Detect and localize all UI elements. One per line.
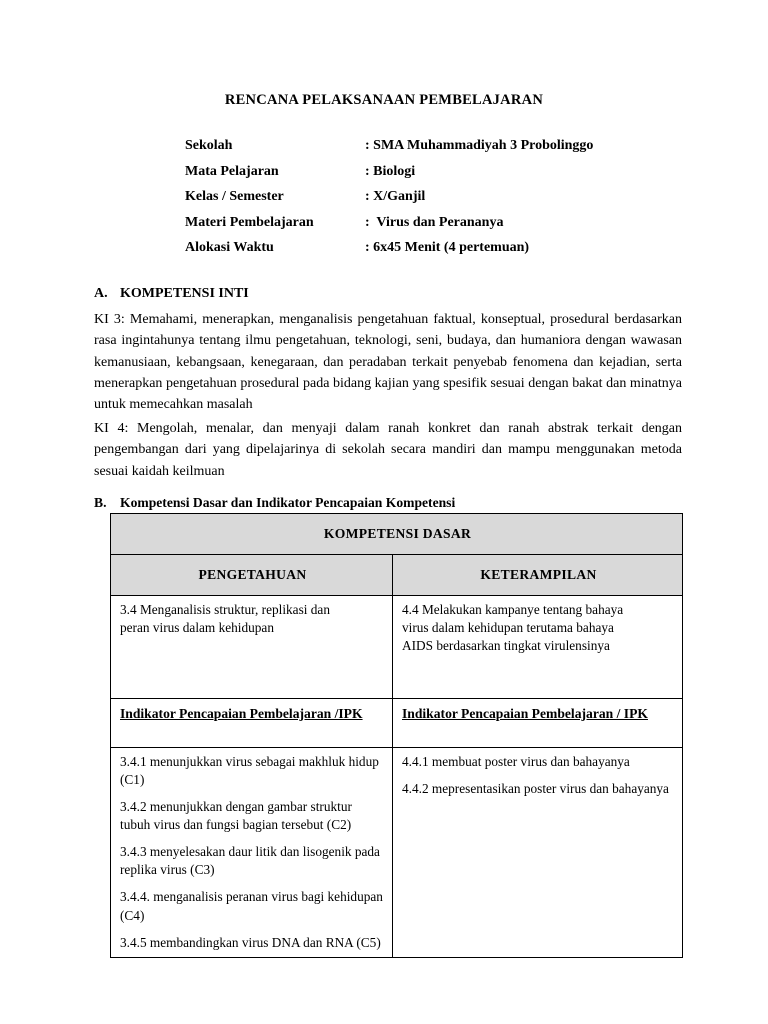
section-a-heading — [94, 286, 249, 302]
identity-label: Alokasi Waktu — [185, 240, 274, 256]
ipk-item: 4.4.1 membuat poster virus dan bahayanya — [402, 754, 630, 769]
identity-row-mata-pelajaran — [185, 164, 665, 180]
identity-row-alokasi-waktu — [185, 240, 665, 256]
identity-label: Mata Pelajaran — [185, 163, 279, 179]
identity-value: : Virus dan Perananya — [365, 214, 504, 230]
section-b-title: Kompetensi Dasar dan Indikator Pencapaian Kompetensi — [120, 495, 456, 510]
ipk-title-left: Indikator Pencapaian Pembelajaran /IPK — [120, 706, 363, 721]
section-b-heading — [94, 495, 455, 511]
identity-label: Materi Pembelajaran — [185, 214, 314, 230]
identity-value: : Biologi — [365, 163, 416, 179]
identity-value: : SMA Muhammadiyah 3 Probolinggo — [365, 138, 594, 153]
table-row-main-header — [111, 514, 683, 555]
identity-row-materi-pembelajaran — [185, 215, 665, 231]
kd-line: virus dalam kehidupan terutama bahaya — [402, 620, 614, 636]
table-header-kompetensi-dasar: KOMPETENSI DASAR — [111, 514, 683, 555]
identity-label: Kelas / Semester — [185, 189, 284, 205]
section-a-title: KOMPETENSI INTI — [120, 286, 249, 301]
ipk-item: 3.4.5 membandingkan virus DNA dan RNA (C5) — [120, 934, 381, 950]
kompetensi-dasar-table — [110, 513, 683, 958]
cell-ipk-list-pengetahuan — [111, 748, 393, 958]
identity-value: : 6x45 Menit (4 pertemuan) — [365, 240, 530, 256]
ipk-item: 3.4.1 menunjukkan virus sebagai makhluk hidup (C1) — [120, 754, 379, 788]
kompetensi-inti-3-paragraph: KI 3: Memahami, menerapkan, menganalisis pengetahuan faktual, konseptual, prosedural berdasarkan rasa ingintahunya tentang ilmu pengetahuan, teknologi, seni, budaya, dan humaniora dengan wawasan kemanusiaan, kebangsaan, kenegaraan, dan peradaban terkait penyebab fenomena dan kejadian, serta menerapkan pengetahuan prosedural pada bidang kajian yang spesifik sesuai dengan bakat dan minatnya untuk memecahkan masalah — [94, 312, 682, 413]
ipk-item: 3.4.3 menyelesakan daur litik dan lisogenik pada replika virus (C3) — [120, 844, 380, 878]
ipk-item: 3.4.4. menganalisis peranan virus bagi kehidupan (C4) — [120, 889, 383, 923]
cell-kd-keterampilan — [393, 596, 683, 699]
ipk-title-right: Indikator Pencapaian Pembelajaran / IPK — [402, 706, 648, 721]
table-row-ipk-list — [111, 748, 683, 958]
kd-line: AIDS berdasarkan tingkat virulensinya — [402, 638, 610, 654]
cell-ipk-title-pengetahuan — [111, 699, 393, 748]
identity-label: Sekolah — [185, 138, 233, 153]
ipk-item: 3.4.2 menunjukkan dengan gambar struktur tubuh virus dan fungsi bagian tersebut (C2) — [120, 799, 352, 833]
kd-line: 4.4 Melakukan kampanye tentang bahaya — [402, 602, 624, 617]
table-header-pengetahuan: PENGETAHUAN — [111, 555, 393, 596]
cell-ipk-list-keterampilan — [393, 748, 683, 958]
kompetensi-inti-4-paragraph: KI 4: Mengolah, menalar, dan menyaji dalam ranah konkret dan ranah abstrak terkait dengan pengembangan dari yang dipelajarinya di sekolah secara mandiri dan mampu menggunakan metoda sesuai kaidah keilmuan — [94, 421, 682, 479]
identity-value: : X/Ganjil — [365, 189, 426, 205]
ipk-item: 4.4.2 mepresentasikan poster virus dan bahayanya — [402, 781, 669, 797]
identity-row-sekolah — [185, 138, 665, 154]
table-row-kompetensi-dasar — [111, 596, 683, 699]
section-a-letter: A. — [94, 286, 108, 301]
section-b-letter: B. — [94, 495, 107, 510]
cell-ipk-title-keterampilan — [393, 699, 683, 748]
table-row-ipk-title — [111, 699, 683, 748]
identity-row-kelas-semester — [185, 189, 665, 205]
kd-line: peran virus dalam kehidupan — [120, 620, 274, 636]
table-header-keterampilan: KETERAMPILAN — [393, 555, 683, 596]
table-row-sub-header — [111, 555, 683, 596]
cell-kd-pengetahuan — [111, 596, 393, 699]
document-title: RENCANA PELAKSANAAN PEMBELAJARAN — [224, 92, 544, 108]
kd-line: 3.4 Menganalisis struktur, replikasi dan — [120, 602, 330, 617]
identity-block — [185, 138, 665, 266]
